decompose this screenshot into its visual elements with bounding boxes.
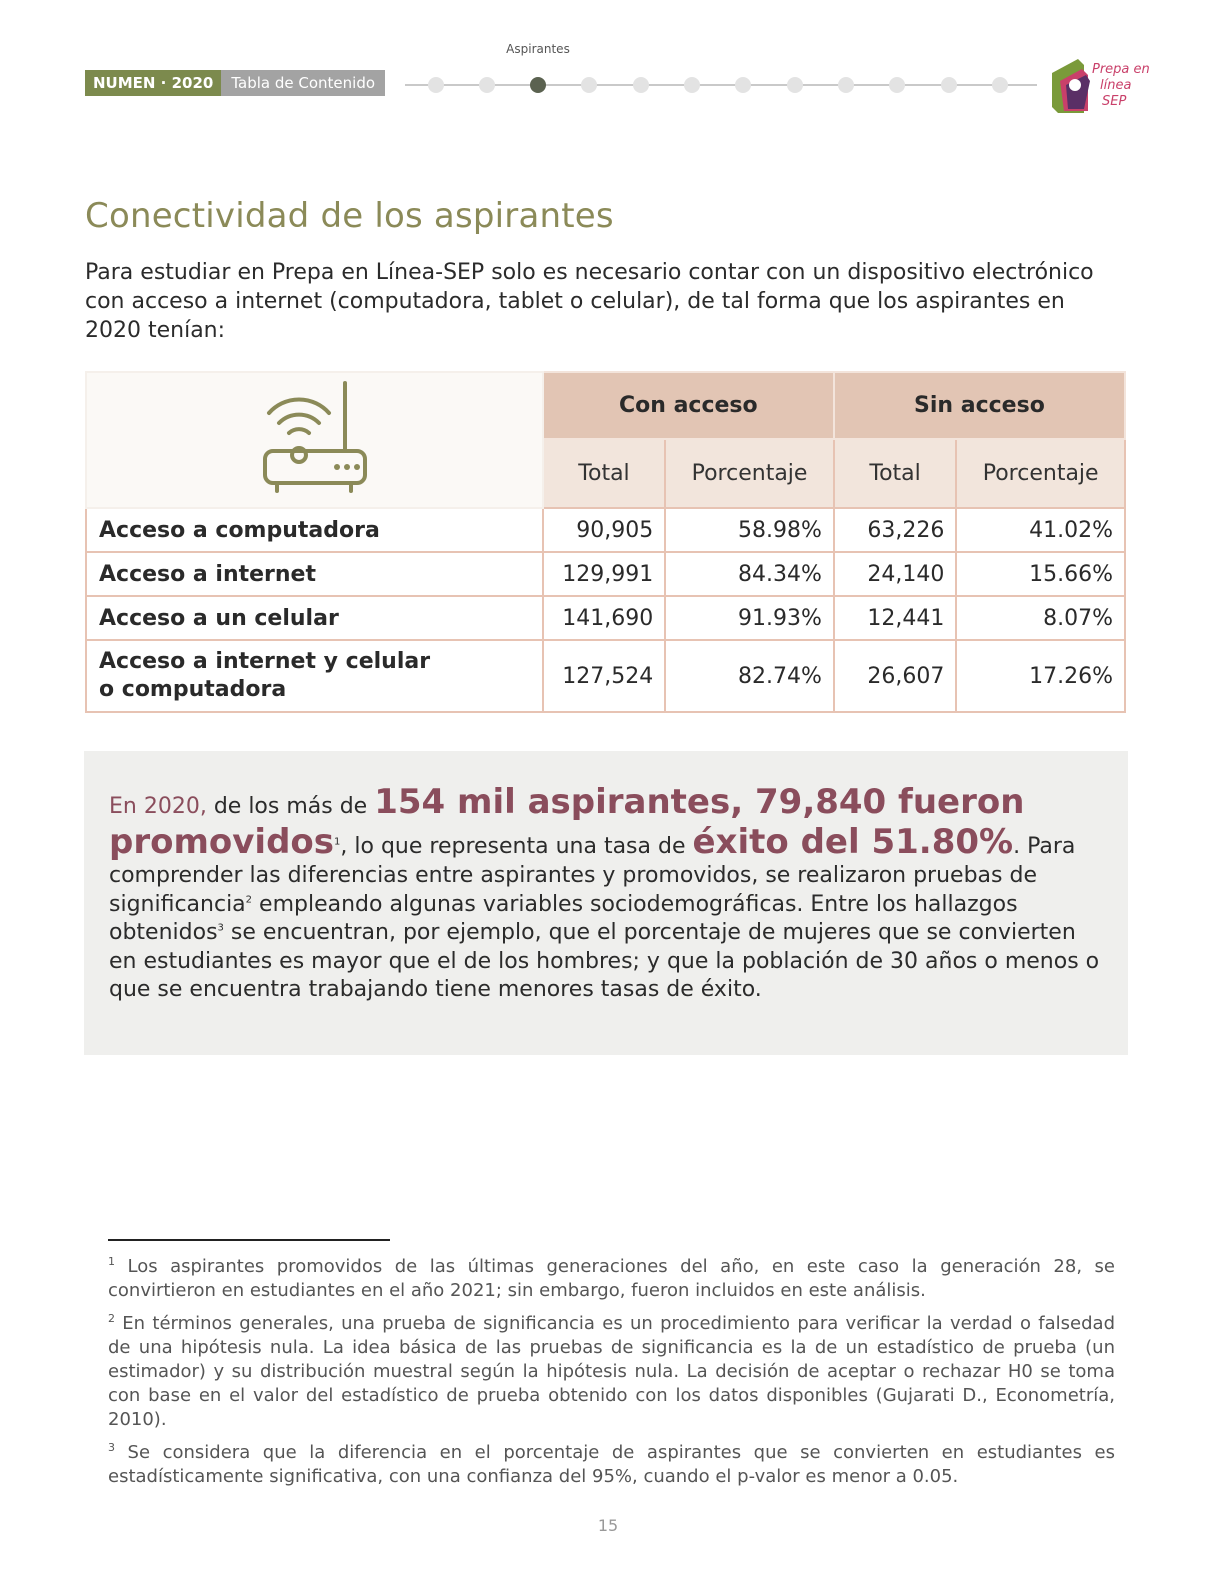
footnote-text: Se considera que la diferencia en el porcentaje de aspirantes que se convierten en estudiantes es estadísticamente significativa, con una confianza del 95%, cuando el p-valor es menor a 0.05.: [108, 1442, 1115, 1487]
connectivity-table: [85, 371, 1126, 713]
row-label-line-2: o computadora: [99, 677, 287, 702]
logo-text-3: SEP: [1102, 94, 1127, 109]
section-label: Aspirantes: [506, 42, 570, 56]
prepa-en-linea-logo: [1048, 55, 1150, 115]
hl-text-1: de los más de: [206, 794, 375, 819]
footnote-3: [108, 1441, 1115, 1489]
cell-pct-con: 58.98%: [665, 508, 834, 552]
hl-comma: ,: [730, 782, 755, 822]
footnote-mark: 3: [108, 1441, 115, 1454]
nav-dot-7[interactable]: [735, 77, 751, 93]
nav-dot-5[interactable]: [633, 77, 649, 93]
cell-pct-sin: 8.07%: [956, 596, 1125, 640]
nav-dot-8[interactable]: [787, 77, 803, 93]
footnote-mark: 2: [108, 1312, 115, 1325]
wifi-router-icon: [259, 379, 369, 497]
cell-pct-sin: 17.26%: [956, 640, 1125, 712]
toc-link[interactable]: Tabla de Contenido: [221, 70, 385, 96]
hl-text-3: . Para comprender las diferencias entre aspirantes y promovidos, se realizaron pruebas de significancia: [109, 834, 1076, 917]
nav-dot-10[interactable]: [889, 77, 905, 93]
logo-text-2: línea: [1100, 78, 1132, 93]
cell-total-con: 127,524: [543, 640, 665, 712]
nav-dot-3-active[interactable]: [530, 77, 546, 93]
cell-total-con: 141,690: [543, 596, 665, 640]
row-label: Acceso a internet: [86, 552, 543, 596]
brand-label: NUMEN · 2020: [85, 70, 221, 96]
nav-dot-6[interactable]: [684, 77, 700, 93]
col-header-porcentaje-con: Porcentaje: [665, 439, 834, 508]
cell-total-con: 90,905: [543, 508, 665, 552]
nav-dot-2[interactable]: [479, 77, 495, 93]
row-label: Acceso a un celular: [86, 596, 543, 640]
page-title: Conectividad de los aspirantes: [85, 196, 614, 236]
table-row: [86, 508, 1125, 552]
cell-pct-sin: 15.66%: [956, 552, 1125, 596]
nav-dot-9[interactable]: [838, 77, 854, 93]
cell-total-sin: 26,607: [834, 640, 956, 712]
row-label-line-1: Acceso a internet y celular: [99, 649, 431, 674]
nav-dot-4[interactable]: [581, 77, 597, 93]
row-label: Acceso a computadora: [86, 508, 543, 552]
hl-exito: éxito del 51.80%: [692, 822, 1014, 862]
nav-dot-11[interactable]: [941, 77, 957, 93]
cell-pct-con: 91.93%: [665, 596, 834, 640]
footnote-ref-2[interactable]: 2: [245, 894, 253, 906]
footnote-2: [108, 1312, 1115, 1432]
table-row: [86, 640, 1125, 712]
footnote-text: Los aspirantes promovidos de las últimas generaciones del año, en este caso la generación 28, se convirtieron en estudiantes en el año 2021; sin embargo, fueron incluidos en este análisis.: [108, 1256, 1115, 1301]
col-header-total-con: Total: [543, 439, 665, 508]
cell-pct-con: 82.74%: [665, 640, 834, 712]
footnote-mark: 1: [108, 1255, 115, 1268]
intro-paragraph: Para estudiar en Prepa en Línea-SEP solo es necesario contar con un dispositivo electrónico con acceso a internet (computadora, tablet o celular), de tal forma que los aspirantes en 2020 tenían:: [85, 260, 1094, 343]
cell-total-sin: 24,140: [834, 552, 956, 596]
table-row: [86, 552, 1125, 596]
footnote-1: [108, 1255, 1115, 1303]
table-row: [86, 596, 1125, 640]
logo-text-1: Prepa en: [1092, 62, 1150, 77]
page-number: 15: [597, 1516, 619, 1535]
footnote-ref-3[interactable]: 3: [217, 922, 224, 934]
highlight-text: [109, 782, 1109, 1005]
row-label: [86, 640, 543, 712]
hl-text-2: , lo que representa una tasa de: [340, 834, 693, 859]
col-group-sin-acceso: Sin acceso: [834, 372, 1125, 439]
cell-total-con: 129,991: [543, 552, 665, 596]
hl-year: En 2020,: [109, 794, 207, 819]
hl-text-5: se encuentran, por ejemplo, que el porcentaje de mujeres que se convierten en estudiantes es mayor que el de los hombres; y que la población de 30 años o menos o que se encuentra trabajando tiene menores tasas de éxito.: [109, 920, 1100, 1002]
footnote-divider: [108, 1239, 390, 1241]
table-icon-cell: [86, 372, 543, 508]
header-badge: [85, 70, 385, 96]
cell-pct-sin: 41.02%: [956, 508, 1125, 552]
cell-total-sin: 12,441: [834, 596, 956, 640]
footnote-text: En términos generales, una prueba de significancia es un procedimiento para verificar la verdad o falsedad de una hipótesis nula. La idea básica de las pruebas de significancia es la de un estadístico de prueba (un estimador) y su distribución muestral según la hipótesis nula. La decisión de aceptar o rechazar H0 se toma con base en el valor del estadístico de prueba obtenido con los datos disponibles (Gujarati D., Econometría, 2010).: [108, 1313, 1115, 1430]
nav-dot-1[interactable]: [428, 77, 444, 93]
cell-pct-con: 84.34%: [665, 552, 834, 596]
col-group-con-acceso: Con acceso: [543, 372, 834, 439]
hl-aspirantes: 154 mil aspirantes: [374, 782, 731, 822]
col-header-porcentaje-sin: Porcentaje: [956, 439, 1125, 508]
hl-text-4: empleando algunas variables sociodemográficas. Entre los hallazgos obtenidos: [109, 891, 1018, 945]
footnote-ref-1[interactable]: 1: [334, 836, 341, 848]
hl-promovidos: 79,840 fueron promovidos: [109, 782, 1025, 862]
col-header-total-sin: Total: [834, 439, 956, 508]
cell-total-sin: 63,226: [834, 508, 956, 552]
nav-dot-12[interactable]: [992, 77, 1008, 93]
